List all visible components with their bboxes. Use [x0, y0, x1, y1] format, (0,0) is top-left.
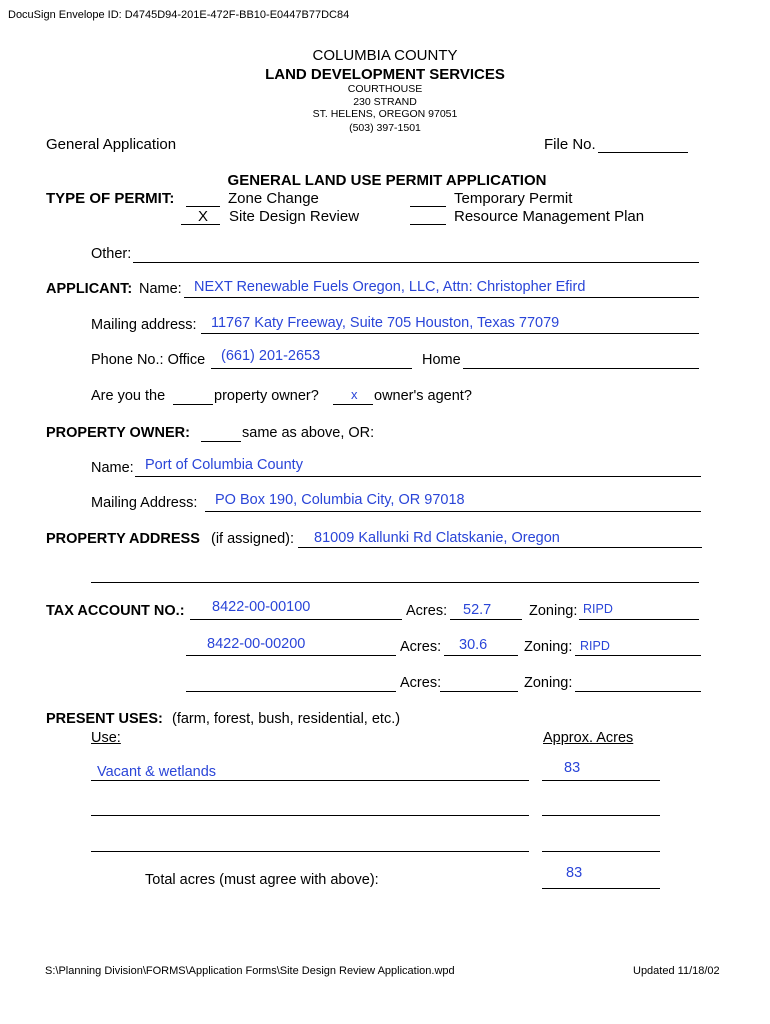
- department-name: LAND DEVELOPMENT SERVICES: [265, 66, 505, 83]
- building-name: COURTHOUSE: [347, 83, 423, 95]
- applicant-name-field[interactable]: [184, 297, 699, 298]
- tax-account-field[interactable]: [190, 619, 402, 620]
- are-you-label: Are you the: [91, 388, 166, 404]
- file-no-field[interactable]: [598, 152, 688, 153]
- temporary-permit-checkbox[interactable]: [410, 206, 446, 207]
- if-assigned-label: (if assigned):: [211, 531, 295, 547]
- applicant-mailing-value: 11767 Katy Freeway, Suite 705 Houston, Texas 77079: [211, 315, 560, 331]
- acres-value: 30.6: [459, 637, 488, 653]
- property-owner-question: property owner?: [214, 388, 319, 404]
- owners-agent-question: owner's agent?: [374, 388, 472, 404]
- envelope-id: DocuSign Envelope ID: D4745D94-201E-472F-BB10-E0447B77DC84: [8, 9, 350, 21]
- resource-management-label: Resource Management Plan: [454, 208, 645, 225]
- tax-account-field[interactable]: [186, 691, 396, 692]
- acres-value: 52.7: [463, 602, 492, 618]
- use-acres-field[interactable]: [542, 851, 660, 852]
- phone-office-field[interactable]: [211, 368, 412, 369]
- use-column-header: Use:: [91, 730, 121, 746]
- tax-account-label: TAX ACCOUNT NO.:: [46, 603, 185, 619]
- zoning-label: Zoning:: [524, 639, 573, 655]
- present-uses-hint: (farm, forest, bush, residential, etc.): [172, 711, 401, 727]
- property-address-value: 81009 Kallunki Rd Clatskanie, Oregon: [314, 530, 560, 546]
- phone-home-label: Home: [422, 352, 461, 368]
- owner-name-value: Port of Columbia County: [145, 457, 303, 473]
- general-application-label: General Application: [46, 136, 177, 153]
- zoning-value: RIPD: [583, 602, 613, 616]
- use-value: Vacant & wetlands: [97, 764, 217, 780]
- other-label: Other:: [91, 246, 132, 262]
- acres-field[interactable]: [440, 691, 518, 692]
- zoning-label: Zoning:: [524, 675, 573, 691]
- zoning-field[interactable]: [575, 655, 701, 656]
- acres-field[interactable]: [450, 619, 522, 620]
- use-acres-field[interactable]: [542, 815, 660, 816]
- acres-field[interactable]: [444, 655, 518, 656]
- approx-acres-column-header: Approx. Acres: [543, 730, 634, 746]
- total-acres-value: 83: [566, 865, 583, 881]
- zoning-value: RIPD: [580, 639, 610, 653]
- same-as-above-checkbox[interactable]: [201, 441, 241, 442]
- use-field[interactable]: [91, 815, 529, 816]
- owners-agent-mark: x: [351, 387, 358, 402]
- use-acres-value: 83: [564, 760, 581, 776]
- site-design-review-mark: X: [198, 208, 209, 225]
- use-acres-field[interactable]: [542, 780, 660, 781]
- other-field[interactable]: [133, 262, 699, 263]
- form-title: GENERAL LAND USE PERMIT APPLICATION: [227, 172, 547, 189]
- type-of-permit-label: TYPE OF PERMIT:: [46, 190, 175, 207]
- property-owner-label: PROPERTY OWNER:: [46, 425, 190, 441]
- footer-updated-date: Updated 11/18/02: [633, 965, 720, 977]
- street-address: 230 STRAND: [353, 96, 417, 108]
- applicant-mailing-field[interactable]: [201, 333, 699, 334]
- total-acres-field[interactable]: [542, 888, 660, 889]
- phone-home-field[interactable]: [463, 368, 699, 369]
- same-as-above-label: same as above, OR:: [242, 425, 375, 441]
- property-address-field[interactable]: [298, 547, 702, 548]
- total-acres-label: Total acres (must agree with above):: [145, 872, 379, 888]
- property-owner-checkbox[interactable]: [173, 404, 213, 405]
- footer-file-path: S:\Planning Division\FORMS\Application Forms\Site Design Review Application.wpd: [45, 965, 455, 977]
- city-state-zip: ST. HELENS, OREGON 97051: [312, 108, 458, 120]
- owners-agent-checkbox[interactable]: [333, 404, 373, 405]
- owner-mailing-label: Mailing Address:: [91, 495, 198, 511]
- zone-change-checkbox[interactable]: [186, 206, 220, 207]
- applicant-label: APPLICANT:: [46, 281, 133, 297]
- phone-office-value: (661) 201-2653: [221, 348, 321, 364]
- owner-name-field[interactable]: [135, 476, 701, 477]
- county-name: COLUMBIA COUNTY: [312, 47, 458, 64]
- use-field[interactable]: [91, 851, 529, 852]
- zone-change-label: Zone Change: [228, 190, 319, 207]
- applicant-name-label: Name:: [139, 281, 182, 297]
- acres-label: Acres:: [406, 603, 448, 619]
- tax-account-field[interactable]: [186, 655, 396, 656]
- property-address-field-2[interactable]: [91, 582, 699, 583]
- file-no-label: File No.: [544, 136, 596, 153]
- resource-management-checkbox[interactable]: [410, 224, 446, 225]
- property-address-label: PROPERTY ADDRESS: [46, 531, 200, 547]
- owner-mailing-field[interactable]: [205, 511, 701, 512]
- tax-account-value: 8422-00-00100: [212, 599, 311, 615]
- site-design-review-label: Site Design Review: [229, 208, 360, 225]
- office-phone: (503) 397-1501: [349, 122, 421, 134]
- acres-label: Acres:: [400, 639, 442, 655]
- use-field[interactable]: [91, 780, 529, 781]
- applicant-mailing-label: Mailing address:: [91, 317, 197, 333]
- tax-account-value: 8422-00-00200: [207, 636, 306, 652]
- phone-office-label: Phone No.: Office: [91, 352, 206, 368]
- owner-name-label: Name:: [91, 460, 134, 476]
- zoning-label: Zoning:: [529, 603, 578, 619]
- owner-mailing-value: PO Box 190, Columbia City, OR 97018: [215, 492, 465, 508]
- temporary-permit-label: Temporary Permit: [454, 190, 573, 207]
- acres-label: Acres:: [400, 675, 442, 691]
- present-uses-label: PRESENT USES:: [46, 711, 163, 727]
- zoning-field[interactable]: [579, 619, 699, 620]
- zoning-field[interactable]: [575, 691, 701, 692]
- applicant-name-value: NEXT Renewable Fuels Oregon, LLC, Attn: Christopher Efird: [194, 279, 586, 295]
